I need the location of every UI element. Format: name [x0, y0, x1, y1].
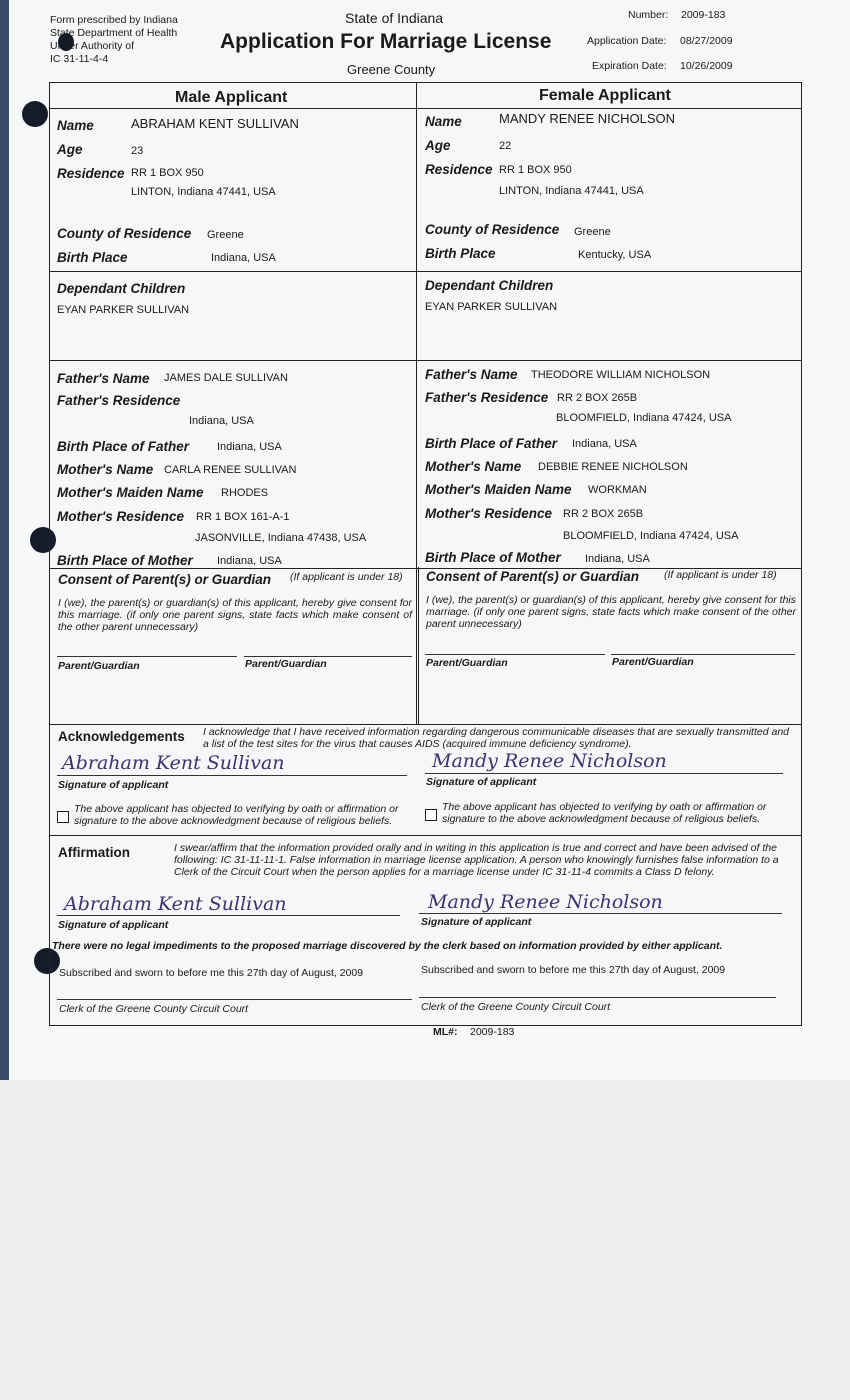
female-county-label: County of Residence [425, 222, 560, 237]
female-dependants-value: EYAN PARKER SULLIVAN [425, 301, 558, 313]
application-date-label: Application Date: [587, 35, 667, 47]
ml-number-label: ML#: [433, 1026, 458, 1038]
male-objection-text: The above applicant has objected to verifying by oath or affirmation or signature to the above acknowledgment because of religious beliefs. [74, 803, 399, 827]
male-dependants-value: EYAN PARKER SULLIVAN [57, 304, 190, 316]
male-clerk-line [57, 999, 412, 1000]
male-signature-label-affirm: Signature of applicant [58, 919, 169, 931]
female-mother-residence-line2: BLOOMFIELD, Indiana 47424, USA [563, 530, 739, 542]
male-birth-place-value: Indiana, USA [211, 252, 276, 264]
number-label: Number: [628, 9, 669, 21]
male-name-label: Name [57, 118, 94, 133]
male-residence-line1: RR 1 BOX 950 [131, 167, 204, 179]
form-note [50, 14, 178, 66]
male-father-residence-label: Father's Residence [57, 393, 181, 408]
female-father-birth-label: Birth Place of Father [425, 436, 558, 451]
female-signature-line-ack [425, 773, 783, 774]
impediments-statement: There were no legal impediments to the proposed marriage discovered by the clerk based on information provided by either applicant. [52, 940, 723, 952]
female-signature-ack: Mandy Renee Nicholson [432, 750, 667, 772]
female-age-value: 22 [499, 140, 512, 152]
divider [49, 724, 801, 725]
male-age-label: Age [57, 142, 83, 157]
female-father-residence-label: Father's Residence [425, 390, 549, 405]
female-applicant-heading: Female Applicant [539, 87, 671, 104]
female-residence-label: Residence [425, 162, 493, 177]
male-father-birth-value: Indiana, USA [217, 441, 282, 453]
female-father-birth-value: Indiana, USA [572, 438, 637, 450]
acknowledgements-heading: Acknowledgements [58, 729, 185, 744]
male-objection-checkbox[interactable] [57, 811, 69, 823]
female-consent-note: (If applicant is under 18) [664, 569, 777, 581]
male-mother-residence-line2: JASONVILLE, Indiana 47438, USA [195, 532, 367, 544]
female-dependants-label: Dependant Children [425, 278, 554, 293]
male-mother-residence-line1: RR 1 BOX 161-A-1 [196, 511, 290, 523]
expiration-date-value: 10/26/2009 [680, 60, 733, 72]
female-age-label: Age [425, 138, 451, 153]
female-mother-birth-value: Indiana, USA [585, 553, 650, 565]
divider [49, 360, 801, 361]
ml-number-value: 2009-183 [470, 1026, 515, 1038]
form-note-line: Under Authority of [50, 40, 135, 52]
female-clerk-line [419, 997, 776, 998]
female-name-label: Name [425, 114, 462, 129]
male-county-value: Greene [207, 229, 244, 241]
male-mother-maiden-label: Mother's Maiden Name [57, 485, 204, 500]
female-guardian-line-1 [425, 654, 605, 655]
male-mother-birth-value: Indiana, USA [217, 555, 282, 567]
number-value: 2009-183 [681, 9, 726, 21]
male-guardian-label-1: Parent/Guardian [58, 660, 140, 672]
male-name-value: ABRAHAM KENT SULLIVAN [131, 116, 299, 131]
female-mother-name-label: Mother's Name [425, 459, 522, 474]
female-clerk-label: Clerk of the Greene County Circuit Court [421, 1001, 611, 1013]
male-signature-label-ack: Signature of applicant [58, 779, 169, 791]
female-mother-maiden-value: WORKMAN [588, 484, 647, 496]
female-objection-checkbox[interactable] [425, 809, 437, 821]
state-label: State of Indiana [345, 10, 444, 26]
male-dependants-label: Dependant Children [57, 281, 186, 296]
male-consent-note: (If applicant is under 18) [290, 571, 403, 583]
female-signature-label-affirm: Signature of applicant [421, 916, 532, 928]
form-note-line: IC 31-11-4-4 [50, 53, 109, 65]
male-consent-heading: Consent of Parent(s) or Guardian [58, 572, 272, 587]
male-guardian-line-1 [57, 656, 237, 657]
male-guardian-line-2 [244, 656, 412, 657]
male-signature-line-ack [57, 775, 407, 776]
county-label: Greene County [347, 62, 436, 77]
divider [49, 108, 801, 109]
male-signature-ack: Abraham Kent Sullivan [62, 752, 285, 774]
male-county-label: County of Residence [57, 226, 192, 241]
female-mother-maiden-label: Mother's Maiden Name [425, 482, 572, 497]
female-signature-label-ack: Signature of applicant [426, 776, 537, 788]
female-county-value: Greene [574, 226, 611, 238]
scan-edge [0, 0, 9, 1080]
female-objection-text: The above applicant has objected to verifying by oath or affirmation or signature to the above acknowledgment because of religious beliefs. [442, 801, 767, 825]
female-mother-residence-line1: RR 2 BOX 265B [563, 508, 644, 520]
female-father-name-label: Father's Name [425, 367, 518, 382]
female-name-value: MANDY RENEE NICHOLSON [499, 111, 676, 126]
female-birth-place-value: Kentucky, USA [578, 249, 652, 261]
application-date-value: 08/27/2009 [680, 35, 733, 47]
male-guardian-label-2: Parent/Guardian [245, 658, 327, 670]
expiration-date-label: Expiration Date: [592, 60, 667, 72]
female-guardian-line-2 [611, 654, 795, 655]
female-birth-place-label: Birth Place [425, 246, 496, 261]
male-father-residence-line2: Indiana, USA [189, 415, 254, 427]
female-consent-text: I (we), the parent(s) or guardian(s) of this applicant, hereby give consent for this marriage. (if only one parent signs, state facts which make consent of the other parent unnecessary) [426, 594, 797, 630]
female-residence-line2: LINTON, Indiana 47441, USA [499, 185, 644, 197]
affirmation-heading: Affirmation [58, 845, 130, 860]
male-consent-text: I (we), the parent(s) or guardian(s) of this applicant, hereby give consent for this marriage. (if only one parent signs, state facts which make consent of the other parent unnecessary) [58, 597, 412, 633]
male-applicant-heading: Male Applicant [175, 89, 288, 106]
divider [49, 835, 801, 836]
female-residence-line1: RR 1 BOX 950 [499, 164, 572, 176]
male-signature-affirm: Abraham Kent Sullivan [64, 893, 287, 915]
male-residence-line2: LINTON, Indiana 47441, USA [131, 186, 276, 198]
female-father-residence-line1: RR 2 BOX 265B [557, 392, 638, 404]
female-signature-line-affirm [419, 913, 782, 914]
column-divider [418, 567, 419, 725]
female-guardian-label-1: Parent/Guardian [426, 657, 508, 669]
female-guardian-label-2: Parent/Guardian [612, 656, 694, 668]
male-subscribed-text: Subscribed and sworn to before me this 27th day of August, 2009 [59, 967, 364, 979]
form-note-line: Form prescribed by Indiana [50, 14, 178, 26]
punch-hole [22, 101, 48, 127]
male-father-name-label: Father's Name [57, 371, 150, 386]
male-father-birth-label: Birth Place of Father [57, 439, 190, 454]
female-signature-affirm: Mandy Renee Nicholson [428, 891, 663, 913]
female-consent-heading: Consent of Parent(s) or Guardian [426, 569, 640, 584]
column-divider [416, 82, 417, 725]
female-mother-name-value: DEBBIE RENEE NICHOLSON [538, 461, 688, 473]
male-mother-name-value: CARLA RENEE SULLIVAN [164, 464, 297, 476]
male-residence-label: Residence [57, 166, 125, 181]
male-mother-maiden-value: RHODES [221, 487, 269, 499]
male-mother-name-label: Mother's Name [57, 462, 154, 477]
male-age-value: 23 [131, 145, 144, 157]
form-note-line: State Department of Health [50, 27, 178, 39]
male-father-name-value: JAMES DALE SULLIVAN [164, 372, 288, 384]
male-signature-line-affirm [57, 915, 400, 916]
female-mother-residence-label: Mother's Residence [425, 506, 552, 521]
male-mother-birth-label: Birth Place of Mother [57, 553, 193, 568]
female-father-name-value: THEODORE WILLIAM NICHOLSON [531, 369, 711, 381]
female-subscribed-text: Subscribed and sworn to before me this 27th day of August, 2009 [421, 964, 726, 976]
page-title: Application For Marriage License [220, 30, 552, 53]
female-mother-birth-label: Birth Place of Mother [425, 550, 561, 565]
divider [49, 271, 801, 272]
acknowledgements-text: I acknowledge that I have received information regarding dangerous communicable diseases that are sexually transmitted and a list of the test sites for the virus that causes AIDS (acquired immune deficiency syndrome). [203, 726, 790, 750]
male-birth-place-label: Birth Place [57, 250, 128, 265]
affirmation-text: I swear/affirm that the information provided orally and in writing in this application is true and correct and have been advised of the following: IC 31-11-11-1. False information in marriage license application. A person who knowingly furnishes false information to a Clerk of the Circuit Court when the person applies for a marriage license under IC 31-11-4 commits a Class D felony. [174, 842, 779, 878]
male-clerk-label: Clerk of the Greene County Circuit Court [59, 1003, 249, 1015]
male-mother-residence-label: Mother's Residence [57, 509, 184, 524]
female-father-residence-line2: BLOOMFIELD, Indiana 47424, USA [556, 412, 732, 424]
